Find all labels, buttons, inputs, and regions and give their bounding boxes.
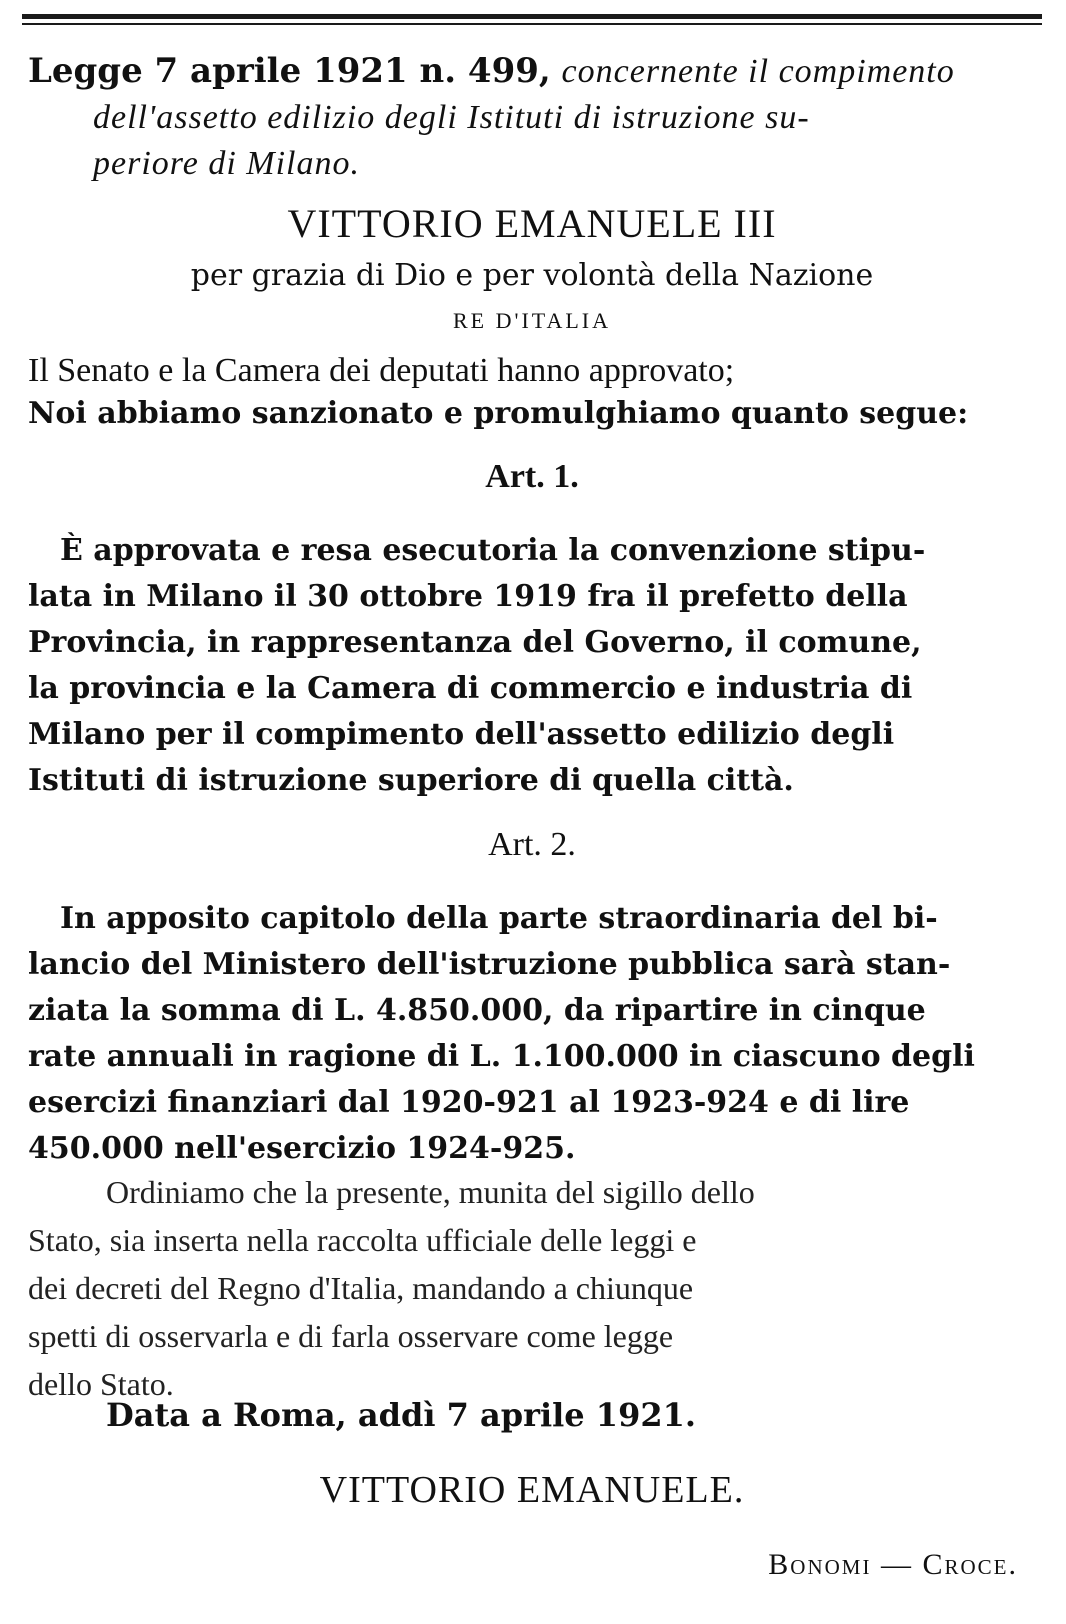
order-line: dei decreti del Regno d'Italia, mandando a chiunque [28, 1270, 694, 1306]
order-line: dello Stato. [28, 1366, 174, 1402]
minister-signatures: Bonomi — Croce. [768, 1548, 1018, 1581]
date-and-place: Data a Roma, addì 7 aprile 1921. [106, 1396, 696, 1434]
order-line: spetti di osservarla e di farla osservare come legge [28, 1318, 674, 1354]
article-2-line: rate annuali in ragione di L. 1.100.000 in ciascuno degli [28, 1039, 975, 1074]
law-title-line-2: dell'assetto edilizio degli Istituti di istruzione su- [93, 99, 810, 136]
article-1-line: Milano per il compimento dell'assetto edilizio degli [28, 717, 895, 752]
top-rule-thin [22, 23, 1042, 25]
article-2-label: Art. 2. [488, 826, 576, 863]
law-heading [28, 48, 1040, 187]
law-reference: Legge 7 aprile 1921 n. 499, [28, 51, 551, 91]
king-signature: VITTORIO EMANUELE. [319, 1469, 745, 1511]
article-2-line: 450.000 nell'esercizio 1924-925. [28, 1131, 576, 1166]
top-rule-thick [22, 14, 1042, 19]
article-1-line: È approvata e resa esecutoria la convenzione stipu- [60, 533, 926, 568]
article-2-line: ziata la somma di L. 4.850.000, da ripartire in cinque [28, 993, 926, 1028]
order-line: Ordiniamo che la presente, munita del sigillo dello [106, 1174, 755, 1210]
grace-formula: per grazia di Dio e per volontà della Nazione [190, 258, 874, 293]
king-of-italy: RE D'ITALIA [452, 308, 611, 333]
article-1-body [28, 528, 1040, 804]
law-title-line-3: periore di Milano. [93, 145, 360, 182]
article-2-line: lancio del Ministero dell'istruzione pubblica sarà stan- [28, 947, 951, 982]
article-2-line: In apposito capitolo della parte straordinaria del bi- [60, 901, 938, 936]
article-2-line: esercizi finanziari dal 1920-921 al 1923-924 e di lire [28, 1085, 910, 1120]
article-1-line: lata in Milano il 30 ottobre 1919 fra il prefetto della [28, 579, 908, 614]
king-title: VITTORIO EMANUELE III [287, 201, 777, 246]
law-title-line-1: concernente il compimento [561, 53, 955, 90]
article-1-line: la provincia e la Camera di commercio e industria di [28, 671, 913, 706]
promulgation-order [28, 1168, 1040, 1408]
article-1-line: Istituti di istruzione superiore di quella città. [28, 763, 794, 798]
article-1-label: Art. 1. [485, 458, 579, 495]
senate-approval: Il Senato e la Camera dei deputati hanno approvato; [28, 352, 735, 389]
promulgation-formula: Noi abbiamo sanzionato e promulghiamo quanto segue: [28, 396, 969, 431]
article-2-body [28, 896, 1040, 1172]
order-line: Stato, sia inserta nella raccolta ufficiale delle leggi e [28, 1222, 697, 1258]
article-1-line: Provincia, in rappresentanza del Governo, il comune, [28, 625, 922, 660]
